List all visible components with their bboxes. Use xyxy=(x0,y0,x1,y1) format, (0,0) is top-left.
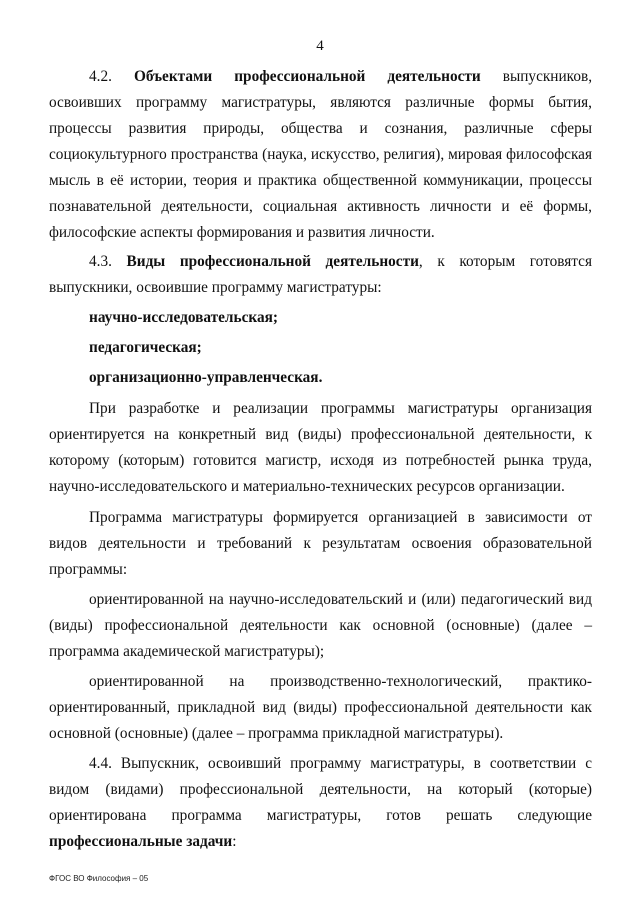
paragraph-tasks xyxy=(49,751,592,855)
page-number: 4 xyxy=(316,38,324,54)
paragraph-types xyxy=(49,249,592,301)
paragraph-text: 4.4. Выпускник, освоивший программу магистратуры, в соответствии с видом (видами) профессиональной деятельности, на который (которые) ориентирована программа магистратуры, готов решать следующие xyxy=(49,755,592,824)
paragraph-text: , к которым готовятся выпускники, освоившие программу магистратуры: xyxy=(49,253,592,296)
list-item: научно-исследовательская; xyxy=(89,309,278,326)
list-item: педагогическая; xyxy=(89,339,202,356)
paragraph-applied: ориентированной на производственно-технологический, практико-ориентированный, прикладной вид (виды) профессиональной деятельности как основной (основные) (далее – программа прикладной магистратуры). xyxy=(49,673,592,742)
footer-label: ФГОС ВО Философия – 05 xyxy=(49,874,149,883)
paragraph-orientation: При разработке и реализации программы магистратуры организация ориентируется на конкретный вид (виды) профессиональной деятельности, к которому (которым) готовится магистр, исходя из потребностей рынка труда, научно-исследовательского и материально-технических ресурсов организации. xyxy=(49,400,592,495)
bold-term: Виды профессиональной деятельности xyxy=(126,253,419,270)
document-body xyxy=(49,64,592,855)
bold-term: Объектами профессиональной деятельности xyxy=(133,68,481,85)
paragraph-objects xyxy=(49,64,592,246)
paragraph-formation: Программа магистратуры формируется организацией в зависимости от видов деятельности и требований к результатам освоения образовательной программы: xyxy=(49,509,592,578)
bold-term: профессиональные задачи xyxy=(49,833,233,850)
punctuation: : xyxy=(232,833,237,850)
section-number: 4.3. xyxy=(89,253,112,270)
section-number: 4.2. xyxy=(89,68,112,85)
list-item: организационно-управленческая. xyxy=(89,369,323,386)
paragraph-academic: ориентированной на научно-исследовательский и (или) педагогический вид (виды) профессиональной деятельности как основной (основные) (далее – программа академической магистратуры); xyxy=(49,591,592,660)
paragraph-text: выпускников, освоивших программу магистратуры, являются различные формы бытия, процессы развития природы, общества и сознания, различные сферы социокультурного пространства (наука, искусство, религия), мировая философская мысль в её истории, теория и практика общественной коммуникации, процессы познавательной деятельности, социальная активность личности и её формы, философские аспекты формирования и развития личности. xyxy=(49,68,593,241)
